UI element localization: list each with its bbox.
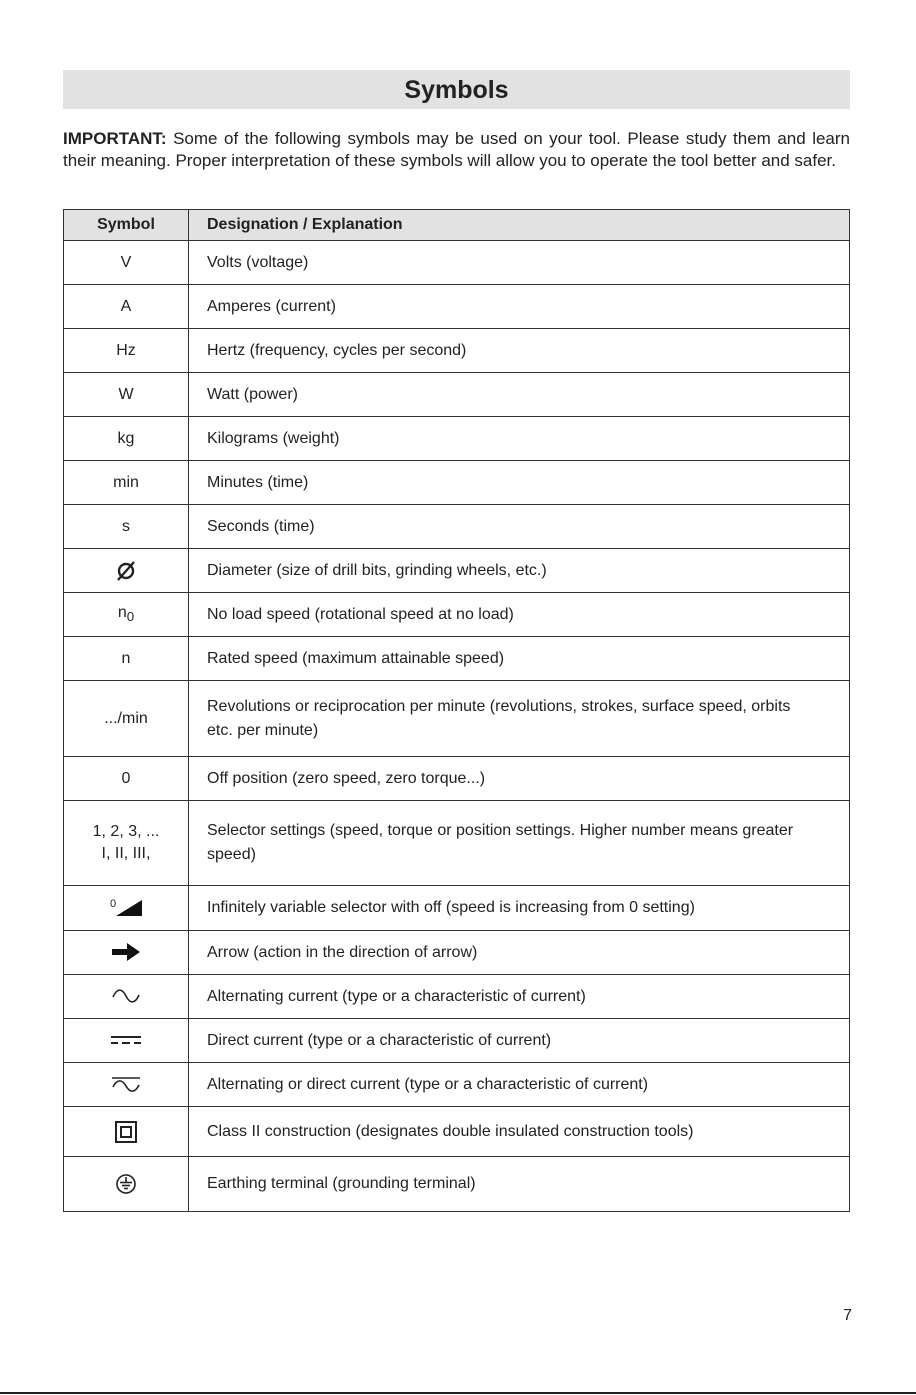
- explanation-cell: Revolutions or reciprocation per minute (revolutions, strokes, surface speed, orbits etc. per minute): [189, 681, 850, 757]
- table-row: [64, 461, 850, 505]
- table-row: [64, 593, 850, 637]
- symbol-cell: [64, 329, 189, 373]
- symbol-cell: [64, 1107, 189, 1157]
- table-row: [64, 373, 850, 417]
- class-ii-icon: [115, 1121, 137, 1143]
- table-row: [64, 1019, 850, 1063]
- explanation-cell: Hertz (frequency, cycles per second): [189, 329, 850, 373]
- symbol-text: 0: [121, 769, 131, 787]
- header-symbol: Symbol: [64, 210, 189, 241]
- symbol-cell: [64, 417, 189, 461]
- symbol-cell: [64, 886, 189, 931]
- table-row: [64, 1107, 850, 1157]
- table-row: [64, 975, 850, 1019]
- table-row: [64, 329, 850, 373]
- explanation-cell: Alternating current (type or a characteristic of current): [189, 975, 850, 1019]
- explanation-cell: Infinitely variable selector with off (speed is increasing from 0 setting): [189, 886, 850, 931]
- symbol-text: s: [122, 517, 130, 535]
- symbol-text: n: [117, 604, 127, 622]
- symbol-text: 1, 2, 3, ...: [92, 823, 160, 840]
- symbol-text: .../min: [104, 709, 148, 727]
- symbol-text: Hz: [116, 341, 136, 359]
- symbol-cell: [64, 505, 189, 549]
- symbols-table: [63, 209, 850, 1212]
- symbol-cell: [64, 637, 189, 681]
- earthing-terminal-icon: [115, 1173, 137, 1195]
- table-row: [64, 637, 850, 681]
- table-row: [64, 886, 850, 931]
- table-row: [64, 1157, 850, 1212]
- table-row: [64, 241, 850, 285]
- explanation-cell: Watt (power): [189, 373, 850, 417]
- table-row: [64, 681, 850, 757]
- symbol-cell: [64, 1019, 189, 1063]
- symbol-cell: [64, 975, 189, 1019]
- explanation-cell: Class II construction (designates double insulated construction tools): [189, 1107, 850, 1157]
- symbol-cell: [64, 285, 189, 329]
- explanation-cell: Seconds (time): [189, 505, 850, 549]
- page-title: Symbols: [404, 76, 509, 104]
- table-row: [64, 801, 850, 886]
- table-row: [64, 931, 850, 975]
- explanation-cell: No load speed (rotational speed at no load): [189, 593, 850, 637]
- symbol-cell: [64, 1063, 189, 1107]
- page-number: 7: [843, 1307, 852, 1324]
- symbol-text: V: [120, 253, 132, 271]
- symbol-text: W: [118, 385, 134, 403]
- table-row: [64, 757, 850, 801]
- symbol-text: kg: [117, 429, 135, 447]
- explanation-cell: Minutes (time): [189, 461, 850, 505]
- symbol-cell: [64, 1157, 189, 1212]
- direct-current-icon: [110, 1034, 142, 1046]
- symbol-cell: [64, 549, 189, 593]
- title-bar: [63, 70, 850, 109]
- symbol-cell: [64, 241, 189, 285]
- explanation-cell: Arrow (action in the direction of arrow): [189, 931, 850, 975]
- table-header-row: [64, 210, 850, 241]
- diameter-icon: [115, 560, 137, 582]
- table-row: [64, 549, 850, 593]
- explanation-cell: Off position (zero speed, zero torque...): [189, 757, 850, 801]
- explanation-cell: Diameter (size of drill bits, grinding wheels, etc.): [189, 549, 850, 593]
- explanation-cell: Earthing terminal (grounding terminal): [189, 1157, 850, 1212]
- symbol-text-line2: I, II, III,: [101, 845, 151, 862]
- explanation-cell: Alternating or direct current (type or a characteristic of current): [189, 1063, 850, 1107]
- symbol-cell: [64, 593, 189, 637]
- symbol-cell: [64, 757, 189, 801]
- bottom-rule: [0, 1392, 916, 1394]
- explanation-cell: Selector settings (speed, torque or position settings. Higher number means greater speed): [189, 801, 850, 886]
- symbol-cell: [64, 373, 189, 417]
- ac-dc-icon: [111, 1075, 141, 1095]
- symbol-text: n: [121, 649, 131, 667]
- explanation-cell: Rated speed (maximum attainable speed): [189, 637, 850, 681]
- table-row: [64, 1063, 850, 1107]
- symbol-cell: [64, 681, 189, 757]
- symbol-cell: [64, 461, 189, 505]
- symbol-text: A: [120, 297, 132, 315]
- variable-speed-wedge-icon: [116, 900, 142, 916]
- table-row: [64, 285, 850, 329]
- table-row: [64, 417, 850, 461]
- explanation-cell: Direct current (type or a characteristic of current): [189, 1019, 850, 1063]
- wedge-zero-label: 0: [109, 897, 117, 910]
- symbol-cell: [64, 801, 189, 886]
- header-explanation: Designation / Explanation: [189, 210, 850, 241]
- intro-lead: IMPORTANT:: [63, 129, 167, 148]
- symbol-cell: [64, 931, 189, 975]
- alternating-current-icon: [111, 988, 141, 1004]
- intro-text: Some of the following symbols may be used on your tool. Please study them and learn their meaning. Proper interpretation of these symbols will allow you to operate the tool better and safer.: [63, 129, 850, 170]
- arrow-right-icon: [112, 943, 140, 961]
- intro-paragraph: [63, 128, 850, 171]
- explanation-cell: Volts (voltage): [189, 241, 850, 285]
- symbol-text: min: [113, 473, 139, 491]
- symbol-subscript: 0: [126, 609, 135, 625]
- table-row: [64, 505, 850, 549]
- explanation-cell: Amperes (current): [189, 285, 850, 329]
- explanation-cell: Kilograms (weight): [189, 417, 850, 461]
